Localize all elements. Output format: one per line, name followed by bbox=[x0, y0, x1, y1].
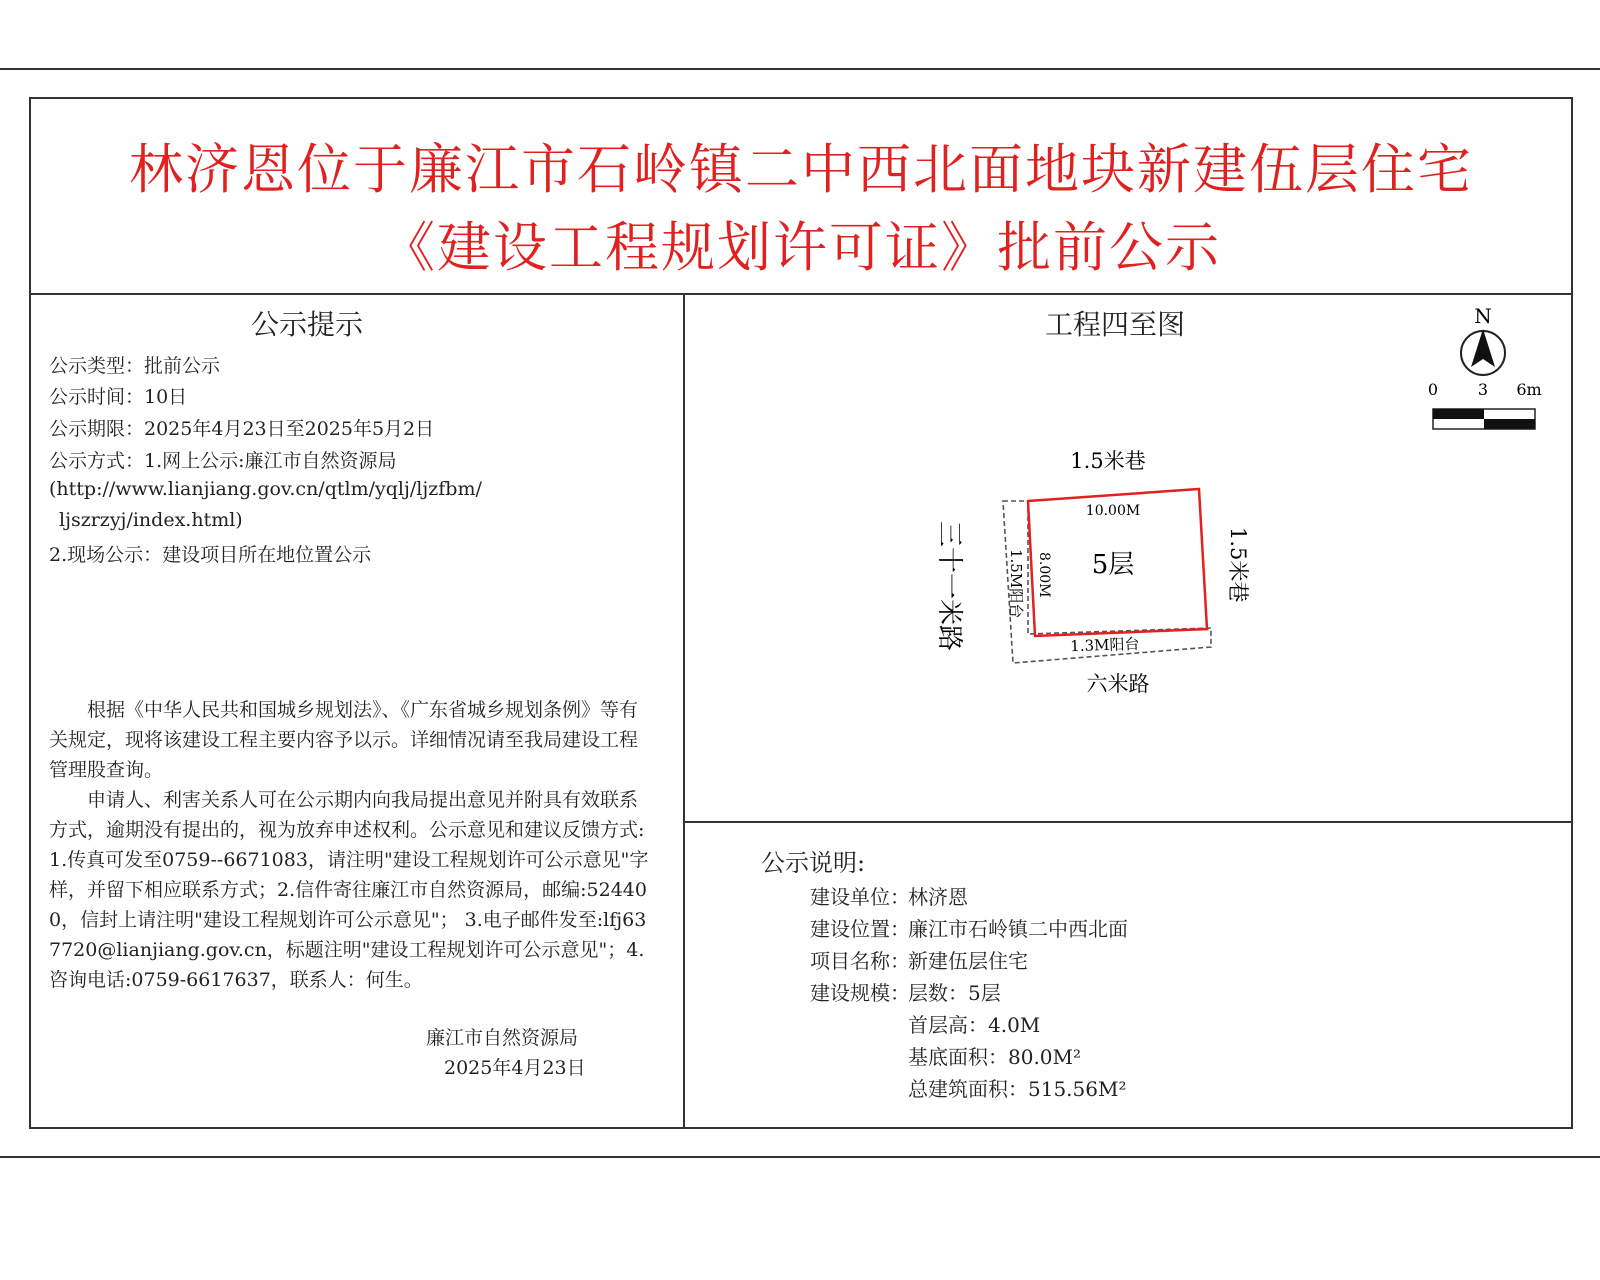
floors-value: 层数：5层 bbox=[908, 981, 1001, 1005]
road-top-label: 1.5米巷 bbox=[1070, 449, 1146, 473]
scale-label: 建设规模： bbox=[810, 981, 910, 1005]
total-area-value: 总建筑面积：515.56M² bbox=[908, 1077, 1127, 1101]
location-value: 廉江市石岭镇二中西北面 bbox=[908, 917, 1128, 941]
road-left-label: 三十一米路 bbox=[934, 521, 964, 652]
notice-paragraph-1: 根据《中华人民共和国城乡规划法》、《广东省城乡规划条例》等有关规定，现将该建设工程主要内容予以示。详细情况请至我局建设工程管理股查询。 bbox=[49, 699, 639, 781]
scale-bar bbox=[1428, 380, 1542, 429]
notice-heading: 公示提示 bbox=[251, 308, 364, 341]
balcony-left-label: 1.5M阳台 bbox=[1007, 549, 1025, 619]
unit-value: 林济恩 bbox=[908, 885, 968, 909]
notice-url-line-1: (http://www.lianjiang.gov.cn/qtlm/yqlj/ljzfbm/ bbox=[49, 478, 482, 500]
description-heading: 公示说明: bbox=[761, 849, 866, 877]
road-bottom-label: 六米路 bbox=[1086, 672, 1150, 696]
width-label: 10.00M bbox=[1085, 503, 1141, 519]
title-area bbox=[31, 99, 1571, 295]
road-right-label: 1.5米巷 bbox=[1226, 527, 1250, 603]
notice-onsite: 2.现场公示：建设项目所在地位置公示 bbox=[49, 544, 372, 566]
map-heading: 工程四至图 bbox=[1045, 308, 1186, 341]
site-map bbox=[683, 293, 1571, 821]
first-floor-value: 首层高：4.0M bbox=[908, 1013, 1041, 1037]
title-line-2: 《建设工程规划许可证》批前公示 bbox=[381, 216, 1221, 279]
location-label: 建设位置： bbox=[810, 917, 910, 941]
notice-frame bbox=[29, 97, 1573, 1129]
north-arrow-icon bbox=[1461, 304, 1505, 375]
notice-duration: 公示时间：10日 bbox=[49, 386, 188, 408]
notice-signature: 廉江市自然资源局 bbox=[426, 1027, 579, 1049]
scale-label-3: 3 bbox=[1477, 380, 1489, 399]
title-line-1: 林济恩位于廉江市石岭镇二中西北面地块新建伍层住宅 bbox=[129, 138, 1473, 201]
notice-period: 公示期限：2025年4月23日至2025年5月2日 bbox=[49, 418, 435, 440]
project-value: 新建伍层住宅 bbox=[908, 949, 1028, 973]
unit-label: 建设单位： bbox=[810, 885, 910, 909]
site-map-panel bbox=[683, 293, 1571, 823]
notice-url-line-2: ljszrzyj/index.html) bbox=[59, 509, 243, 531]
floors-label: 5层 bbox=[1091, 550, 1135, 580]
base-area-value: 基底面积：80.0M² bbox=[908, 1045, 1082, 1069]
north-label: N bbox=[1474, 304, 1492, 328]
scale-label-0: 0 bbox=[1427, 380, 1439, 399]
notice-paragraph-2: 申请人、利害关系人可在公示期内向我局提出意见并附具有效联系方式，逾期没有提出的，视为放弃申述权利。公示意见和建议反馈方式:1.传真可发至0759--6671083，请注明"建设工程规划许可公示意见"字样，并留下相应联系方式；2.信件寄往廉江市自然资源局，邮编:524400，信封上请注明"建设工程规划许可公示意见"； 3.电子邮件发至:lfj637720@lianjiang.gov.cn，标题注明"建设工程规划许可公示意见"；4.咨询电话:0759-6617637，联系人：何生。 bbox=[49, 789, 649, 991]
notice-type: 公示类型：批前公示 bbox=[49, 355, 221, 377]
notice-date: 2025年4月23日 bbox=[444, 1057, 586, 1079]
notice-method: 公示方式：1.网上公示:廉江市自然资源局 bbox=[49, 450, 397, 472]
notice-panel bbox=[31, 293, 685, 1127]
scale-label-6: 6m bbox=[1516, 380, 1542, 399]
depth-label: 8.00M bbox=[1036, 552, 1052, 598]
description-panel bbox=[683, 823, 1571, 1127]
project-label: 项目名称： bbox=[810, 949, 910, 973]
balcony-bottom-label: 1.3M阳台 bbox=[1069, 634, 1140, 656]
